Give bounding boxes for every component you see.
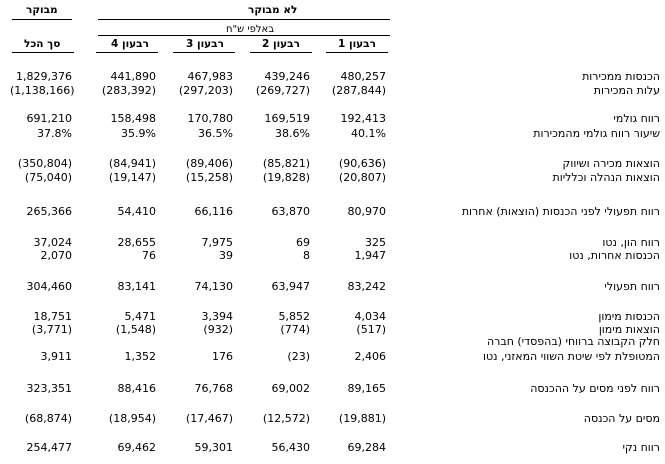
cell-value: (89,406) [185,157,233,170]
column-header-total: סך הכל [24,38,61,50]
row-label: הכנסות ממכירות [582,70,660,83]
unaudited-header: לא מבוקר [248,4,298,16]
cell-value: (297,203) [178,84,233,97]
cell-value: (19,881) [338,412,386,425]
column-header-q1: רבעון 1 [338,38,376,50]
cell-value: 4,034 [354,310,386,323]
cell-value: 83,141 [117,280,156,293]
cell-value: (350,804) [17,157,72,170]
cell-value: (287,844) [331,84,386,97]
cell-value: 169,519 [264,112,310,125]
cell-value: (20,807) [338,171,386,184]
cell-value: 176 [212,350,233,363]
cell-value: (269,727) [255,84,310,97]
column-underline-q1 [326,52,388,53]
row-label: מסים על הכנסה [583,412,660,425]
column-underline-q2 [250,52,312,53]
cell-value: 56,430 [271,441,310,454]
cell-value: 5,852 [278,310,310,323]
audited-header: מבוקר [26,4,58,16]
row-label: רווח גולמי [613,112,660,125]
cell-value: 63,947 [271,280,310,293]
cell-value: 35.9% [121,127,156,140]
cell-value: 89,165 [347,382,386,395]
cell-value: (68,874) [24,412,72,425]
cell-value: (18,954) [108,412,156,425]
cell-value: 192,413 [340,112,386,125]
cell-value: 254,477 [26,441,72,454]
cell-value: 5,471 [124,310,156,323]
cell-value: (75,040) [24,171,72,184]
row-label: רווח נקי [622,441,660,454]
row-label: הכנסות אחרות, נטו [569,249,660,262]
column-underline-q3 [173,52,235,53]
cell-value: 304,460 [26,280,72,293]
column-underline-total [12,52,74,53]
row-label: הוצאות מכירה ושיווק [562,157,660,170]
cell-value: (1,548) [115,323,156,336]
cell-value: 441,890 [110,70,156,83]
cell-value: 39 [219,249,233,262]
cell-value: (19,828) [262,171,310,184]
row-label: הוצאות מימון [598,323,660,336]
cell-value: (3,771) [31,323,72,336]
row-label: רווח תפעולי לפני הכנסות (הוצאות) אחרות [461,205,660,218]
cell-value: 2,406 [354,350,386,363]
cell-value: 3,911 [40,350,72,363]
cell-value: (17,467) [185,412,233,425]
cell-value: 37.8% [37,127,72,140]
row-label: המטופלת לפי שיטת השווי המאזני, נטו [483,350,660,363]
cell-value: 37,024 [33,236,72,249]
row-label: עלות המכירות [593,84,660,97]
cell-value: 323,351 [26,382,72,395]
cell-value: 3,394 [201,310,233,323]
cell-value: (1,138,166) [10,84,75,97]
cell-value: (19,147) [108,171,156,184]
units-underline [98,35,390,36]
column-header-q3: רבעון 3 [186,38,224,50]
cell-value: 38.6% [275,127,310,140]
row-label: רווח לפני מסים על ההכנסה [530,382,660,395]
cell-value: 8 [303,249,310,262]
cell-value: 480,257 [340,70,386,83]
cell-value: 467,983 [187,70,233,83]
cell-value: 18,751 [33,310,72,323]
cell-value: (283,392) [101,84,156,97]
cell-value: 7,975 [201,236,233,249]
cell-value: (85,821) [262,157,310,170]
cell-value: 76,768 [194,382,233,395]
row-label: חלק הקבוצה ברווחי (בהפסדי) חברה [486,335,660,348]
cell-value: (517) [356,323,386,336]
cell-value: (774) [280,323,310,336]
cell-value: 158,498 [110,112,156,125]
cell-value: 1,829,376 [16,70,72,83]
cell-value: 325 [365,236,386,249]
cell-value: (23) [287,350,310,363]
cell-value: 76 [142,249,156,262]
column-header-q2: רבעון 2 [262,38,300,50]
cell-value: 54,410 [117,205,156,218]
cell-value: 265,366 [26,205,72,218]
row-label: שיעור רווח גולמי מהמכירות [533,127,660,140]
cell-value: 36.5% [198,127,233,140]
row-label: רווח הון, נטו [602,236,660,249]
row-label: הכנסות מימון [598,310,660,323]
cell-value: 1,352 [124,350,156,363]
cell-value: 439,246 [264,70,310,83]
cell-value: 88,416 [117,382,156,395]
cell-value: 59,301 [194,441,233,454]
cell-value: (15,258) [185,171,233,184]
row-label: רווח תפעולי [604,280,660,293]
cell-value: (90,636) [338,157,386,170]
unaudited-header-underline [98,19,390,20]
cell-value: 69 [296,236,310,249]
cell-value: 80,970 [347,205,386,218]
cell-value: 69,284 [347,441,386,454]
column-header-q4: רבעון 4 [111,38,149,50]
cell-value: (12,572) [262,412,310,425]
cell-value: 2,070 [40,249,72,262]
cell-value: 63,870 [271,205,310,218]
cell-value: 83,242 [347,280,386,293]
cell-value: (84,941) [108,157,156,170]
row-label: הוצאות הנהלה וכלליות [552,171,660,184]
cell-value: 170,780 [187,112,233,125]
cell-value: 28,655 [117,236,156,249]
cell-value: 1,947 [354,249,386,262]
column-underline-q4 [96,52,158,53]
units-label: באלפי ש"ח [226,24,275,35]
audited-header-underline [12,19,72,20]
cell-value: 691,210 [26,112,72,125]
cell-value: 69,462 [117,441,156,454]
cell-value: (932) [203,323,233,336]
cell-value: 66,116 [194,205,233,218]
cell-value: 74,130 [194,280,233,293]
cell-value: 69,002 [271,382,310,395]
cell-value: 40.1% [351,127,386,140]
